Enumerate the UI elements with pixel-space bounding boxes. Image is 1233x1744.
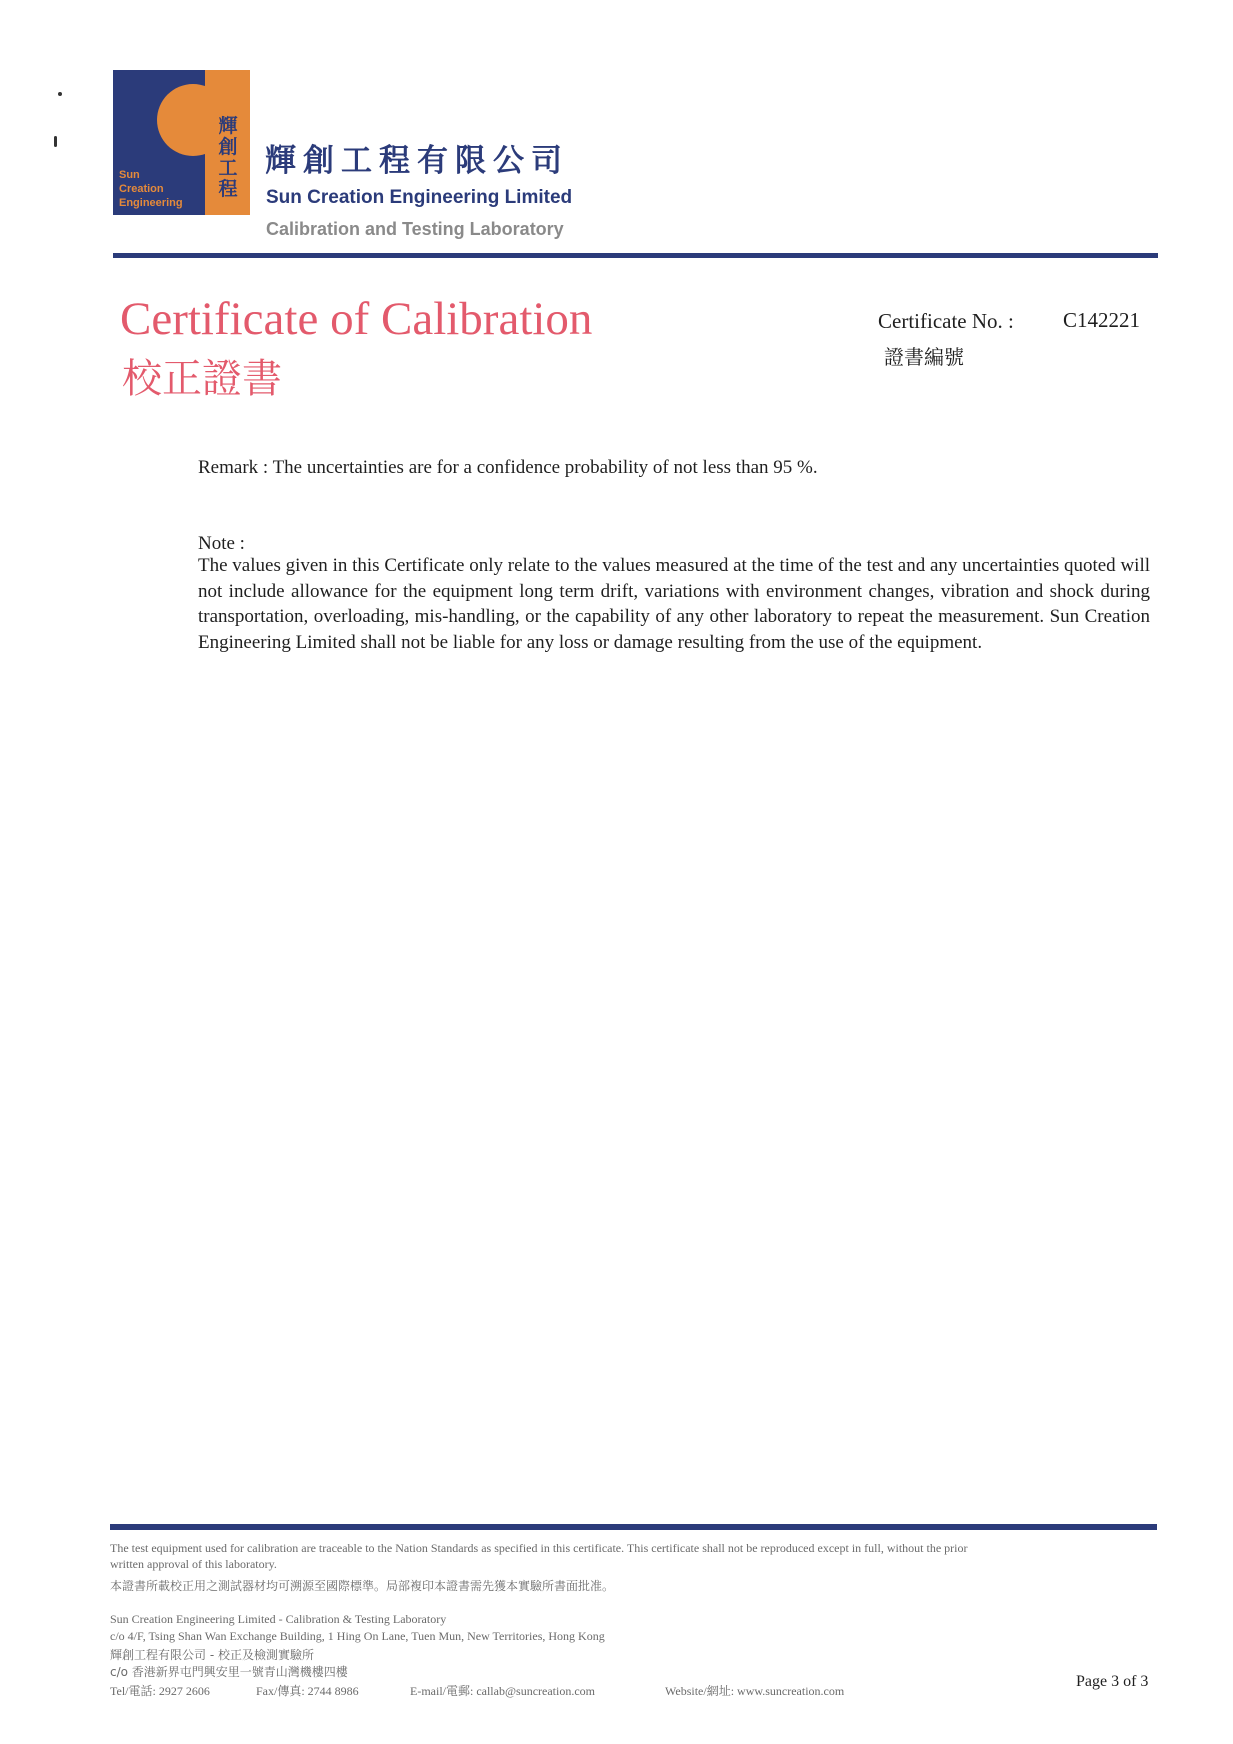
logo-wordmark — [119, 168, 183, 210]
email: E-mail/電郵: callab@suncreation.com — [410, 1684, 595, 1698]
lab-address: c/o 4/F, Tsing Shan Wan Exchange Building, 1 Hing On Lane, Tuen Mun, New Territories, Hong Kong — [110, 1629, 605, 1643]
certificate-title-chinese: 校正證書 — [122, 356, 282, 402]
lab-address-chinese: c/o 香港新界屯門興安里一號青山灣機樓四樓 — [110, 1665, 348, 1679]
telephone: Tel/電話: 2927 2606 — [110, 1684, 210, 1698]
note-label: Note : — [198, 533, 245, 554]
website: Website/網址: www.suncreation.com — [665, 1684, 845, 1698]
logo-sun-circle — [157, 84, 205, 156]
fax: Fax/傳真: 2744 8986 — [256, 1684, 359, 1698]
logo-word: Engineering — [119, 197, 183, 209]
laboratory-name: Calibration and Testing Laboratory — [266, 219, 564, 239]
certificate-number-value: C142221 — [1063, 308, 1141, 332]
footer-divider — [110, 1524, 1157, 1530]
traceability-statement-chinese: 本證書所載校正用之測試器材均可溯源至國際標準。局部複印本證書需先獲本實驗所書面批准。 — [110, 1579, 615, 1593]
remark-text: Remark : The uncertainties are for a confidence probability of not less than 95 %. — [198, 457, 818, 478]
scan-speck — [58, 92, 62, 96]
lab-address-name-chinese: 輝創工程有限公司 - 校正及檢測實驗所 — [110, 1648, 314, 1662]
logo-vertical-chinese: 輝創工程 — [218, 115, 238, 200]
certificate-number-label-chinese: 證書編號 — [884, 345, 964, 369]
company-name-chinese: 輝創工程有限公司 — [265, 143, 569, 179]
traceability-statement: The test equipment used for calibration are traceable to the Nation Standards as specified in this certificate. This certificate shall not be reproduced except in full, without the prior — [110, 1541, 968, 1555]
scan-speck — [54, 136, 57, 147]
logo-blue-panel — [113, 70, 205, 215]
company-name-english: Sun Creation Engineering Limited — [266, 187, 573, 208]
certificate-number-label: Certificate No. : — [878, 309, 1014, 333]
lab-address-name: Sun Creation Engineering Limited - Calibration & Testing Laboratory — [110, 1612, 447, 1626]
certificate-title: Certificate of Calibration — [120, 293, 593, 345]
note-body: The values given in this Certificate only relate to the values measured at the time of the test and any uncertainties quoted will not include allowance for the equipment long term drift, variations with environment changes, vibration and shock during transportation, overloading, mis-handling, or the capability of any other laboratory to repeat the measurement. Sun Creation Engineering Limited shall not be liable for any loss or damage resulting from the use of the equipment. — [198, 555, 1150, 653]
header-divider — [113, 253, 1158, 258]
logo-word: Creation — [119, 183, 164, 195]
logo-word: Sun — [119, 169, 140, 181]
page-number: Page 3 of 3 — [1076, 1673, 1149, 1690]
company-logo — [113, 70, 250, 215]
traceability-statement-cont: written approval of this laboratory. — [110, 1557, 277, 1571]
